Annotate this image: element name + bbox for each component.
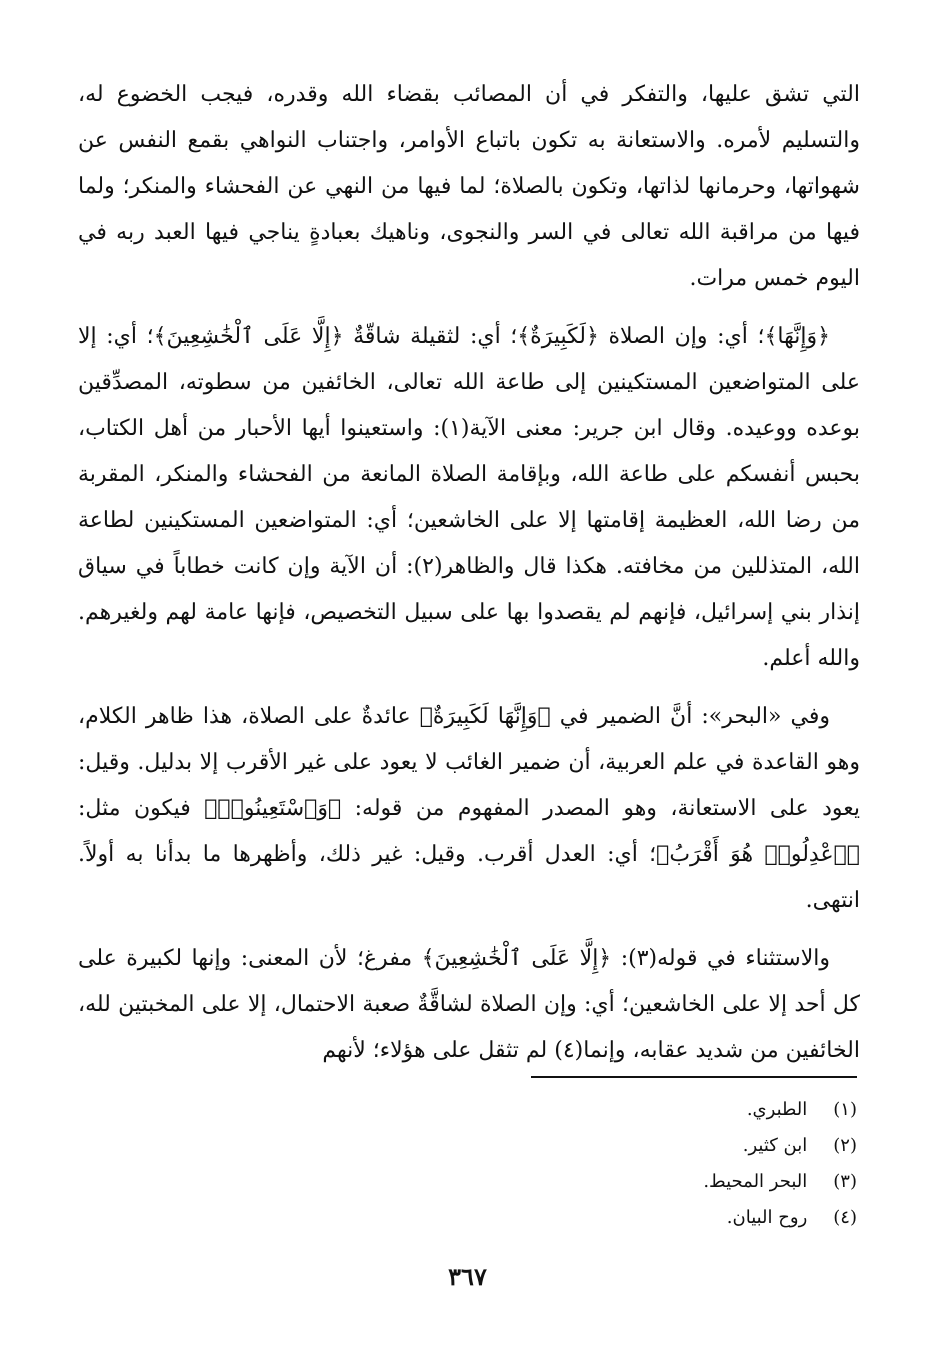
footnote-text: البحر المحيط. [703,1171,808,1192]
footnote-number: (١) [833,1099,857,1120]
footnote-4 [357,1200,857,1236]
footnote-1 [357,1092,857,1128]
footnote-text: الطبري. [746,1099,808,1120]
main-text [78,72,860,1086]
footnote-separator [531,1076,857,1078]
paragraph-4: والاستثناء في قوله(٣): ﴿إِلَّا عَلَى ٱلْخَٰشِعِينَ﴾ مفرغ؛ لأن المعنى: وإنها لكبيرة على كل أحد إلا على الخاشعين؛ أي: وإن الصلاة لشاقَّةٌ صعبة الاحتمال، إلا على المخبتين لله، الخائفين من شديد عقابه، وإنما(٤) لم تثقل على هؤلاء؛ لأنهم [78,946,860,1063]
page-number: ٣٦٧ [448,1262,487,1291]
footnote-text: ابن كثير. [742,1135,808,1156]
paragraph-1: التي تشق عليها، والتفكر في أن المصائب بقضاء الله وقدره، فيجب الخضوع له، والتسليم لأمره. والاستعانة به تكون باتباع الأوامر، واجتناب النواهي بقمع النفس عن شهواتها، وحرمانها لذاتها، وتكون بالصلاة؛ لما فيها من النهي عن الفحشاء والمنكر؛ ولما فيها من مراقبة الله تعالى في السر والنجوى، وناهيك بعبادةٍ يناجي فيها العبد ربه في اليوم خمس مرات. [78,82,860,291]
footnote-3 [357,1164,857,1200]
footnote-2 [357,1128,857,1164]
paragraph-3: وفي «البحر»: أنَّ الضمير في ﴿وَإِنَّهَا لَكَبِيرَةٌ﴾ عائدةٌ على الصلاة، هذا ظاهر الكلام، وهو القاعدة في علم العربية، أن ضمير الغائب لا يعود على غير الأقرب إلا بدليل. وقيل: يعود على الاستعانة، وهو المصدر المفهوم من قوله: ﴿وَٱسْتَعِينُوا۟﴾ فيكون مثل: ﴿ٱعْدِلُوا۟ هُوَ أَقْرَبُ﴾؛ أي: العدل أقرب. وقيل: غير ذلك، وأظهرها ما بدأنا به أولاً. انتهى. [78,704,860,913]
footnote-number: (٢) [833,1135,857,1156]
footnote-text: روح البيان. [726,1207,808,1228]
footnotes [357,1092,857,1236]
footnote-number: (٣) [833,1171,857,1192]
footnote-number: (٤) [833,1207,857,1228]
paragraph-2: ﴿وَإِنَّهَا﴾؛ أي: وإن الصلاة ﴿لَكَبِيرَةٌ﴾؛ أي: لثقيلة شاقّةٌ ﴿إِلَّا عَلَى ٱلْخَٰشِعِينَ﴾؛ أي: إلا على المتواضعين المستكينين إلى طاعة الله تعالى، الخائفين من سطوته، المصدِّقين بوعده ووعيده. وقال ابن جرير: معنى الآية(١): واستعينوا أيها الأحبار من أهل الكتاب، بحبس أنفسكم على طاعة الله، وبإقامة الصلاة المانعة من الفحشاء والمنكر، المقربة من رضا الله، العظيمة إقامتها إلا على الخاشعين؛ أي: المتواضعين المستكينين لطاعة الله، المتذللين من مخافته. هكذا قال والظاهر(٢): أن الآية وإن كانت خطاباً في سياق إنذار بني إسرائيل، فإنهم لم يقصدوا بها على سبيل التخصيص، فإنها عامة لهم ولغيرهم. والله أعلم. [78,324,860,671]
